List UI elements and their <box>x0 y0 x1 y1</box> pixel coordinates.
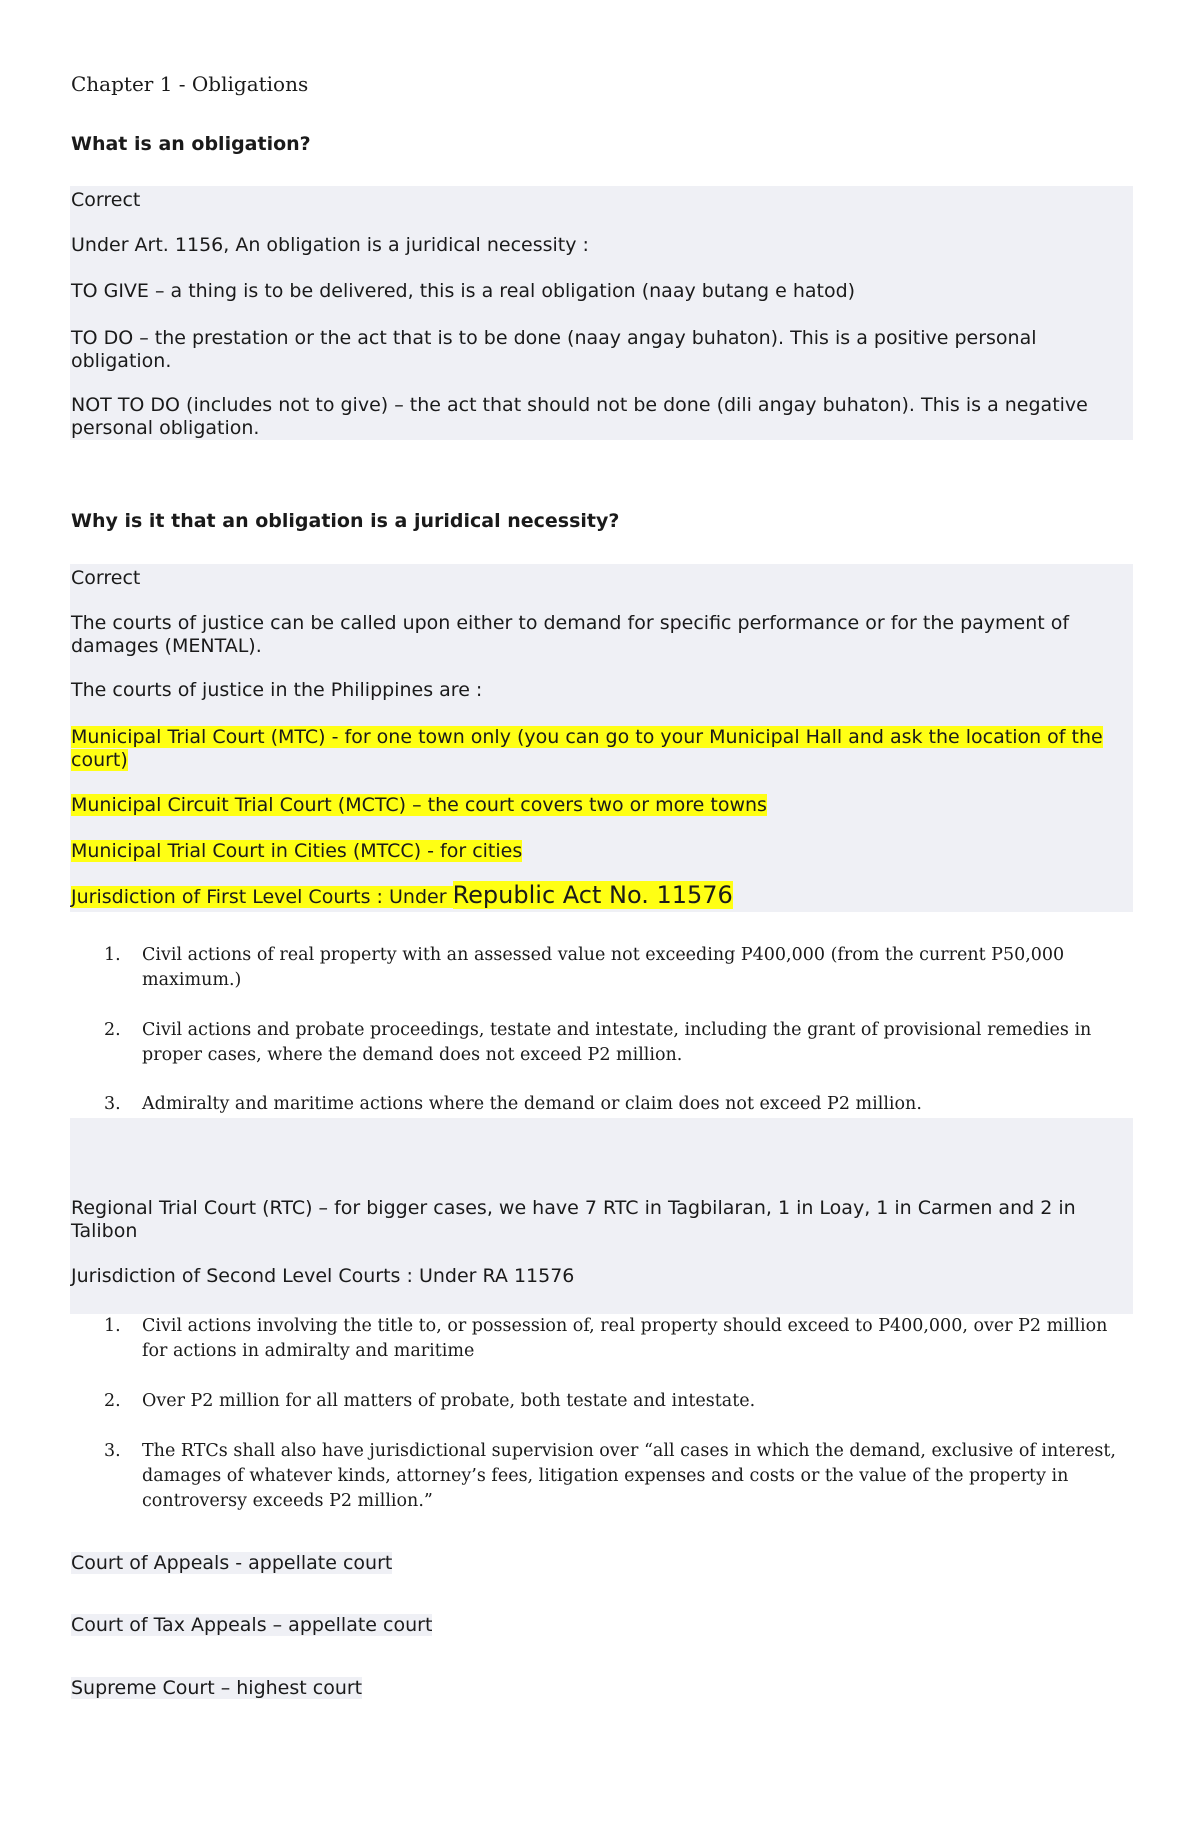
court-of-appeals-label: Court of Appeals - appellate court <box>71 1552 393 1574</box>
first-level-item-1 <box>104 943 1134 993</box>
second-level-jurisdiction: Jurisdiction of Second Level Courts : Under RA 11576 <box>71 1265 575 1287</box>
correct-label-1: Correct <box>71 189 141 211</box>
mtcc-highlight: Municipal Trial Court in Cities (MTCC) - for cities <box>71 840 523 862</box>
second-level-item-1 <box>104 1314 1134 1364</box>
first-level-item-2 <box>104 1018 1134 1068</box>
list-number: 3. <box>104 1441 121 1461</box>
first-level-jurisdiction <box>71 881 1126 909</box>
not-to-do-text: NOT TO DO (includes not to give) – the act that should not be done (dili angay buhaton). This is a negative personal obligation. <box>71 394 1088 439</box>
court-of-tax-appeals-label: Court of Tax Appeals – appellate court <box>71 1614 433 1636</box>
mtc-highlight: Municipal Trial Court (MTC) - for one town only (you can go to your Municipal Hall and ask the location of the court) <box>71 726 1103 771</box>
list-number: 2. <box>104 1391 121 1411</box>
mtc-text <box>71 726 1126 772</box>
courts-called-text: The courts of justice can be called upon either to demand for specific performance or for the payment of damages (MENTAL). <box>71 612 1070 657</box>
list-number: 1. <box>104 1316 121 1336</box>
obligation-definition: Under Art. 1156, An obligation is a juridical necessity : <box>71 234 589 256</box>
correct-label-2: Correct <box>71 567 141 589</box>
supreme-court-text <box>71 1677 1126 1700</box>
second-level-item-2 <box>104 1389 1134 1414</box>
chapter-title: Chapter 1 - Obligations <box>71 72 309 96</box>
to-give-text: TO GIVE – a thing is to be delivered, this is a real obligation (naay butang e hatod) <box>71 280 856 302</box>
list-item-text: Civil actions involving the title to, or possession of, real property should exceed to P400,000, over P2 million for actions in admiralty and maritime <box>142 1316 1108 1361</box>
mctc-highlight: Municipal Circuit Trial Court (MCTC) – the court covers two or more towns <box>71 794 767 816</box>
first-level-item-3 <box>104 1092 1134 1117</box>
list-item-text: The RTCs shall also have jurisdictional supervision over “all cases in which the demand, exclusive of interest, damages of whatever kinds, attorney’s fees, litigation expenses and costs or the value of the property in controversy exceeds P2 million.” <box>142 1441 1116 1511</box>
to-do-text: TO DO – the prestation or the act that is to be done (naay angay buhaton). This is a positive personal obligation. <box>71 327 1037 372</box>
rtc-text: Regional Trial Court (RTC) – for bigger cases, we have 7 RTC in Tagbilaran, 1 in Loay, 1 in Carmen and 2 in Talibon <box>71 1197 1076 1242</box>
list-item-text: Admiralty and maritime actions where the demand or claim does not exceed P2 million. <box>142 1094 922 1114</box>
court-of-appeals-text <box>71 1552 1126 1575</box>
list-number: 2. <box>104 1020 121 1040</box>
question-heading-1: What is an obligation? <box>71 133 311 155</box>
mtcc-text <box>71 840 1126 863</box>
first-level-prefix: Jurisdiction of First Level Courts : Under <box>71 886 453 908</box>
courts-philippines-text: The courts of justice in the Philippines are : <box>71 679 483 701</box>
list-number: 1. <box>104 945 121 965</box>
question-heading-2: Why is it that an obligation is a juridical necessity? <box>71 510 620 532</box>
second-level-item-3 <box>104 1439 1134 1514</box>
list-item-text: Civil actions and probate proceedings, testate and intestate, including the grant of provisional remedies in proper cases, where the demand does not exceed P2 million. <box>142 1020 1092 1065</box>
republic-act-label: Republic Act No. 11576 <box>452 881 733 909</box>
list-number: 3. <box>104 1094 121 1114</box>
list-item-text: Civil actions of real property with an assessed value not exceeding P400,000 (from the current P50,000 maximum.) <box>142 945 1065 990</box>
mctc-text <box>71 794 1126 817</box>
list-item-text: Over P2 million for all matters of probate, both testate and intestate. <box>142 1391 756 1411</box>
supreme-court-label: Supreme Court – highest court <box>71 1677 363 1699</box>
court-of-tax-appeals-text <box>71 1614 1126 1637</box>
